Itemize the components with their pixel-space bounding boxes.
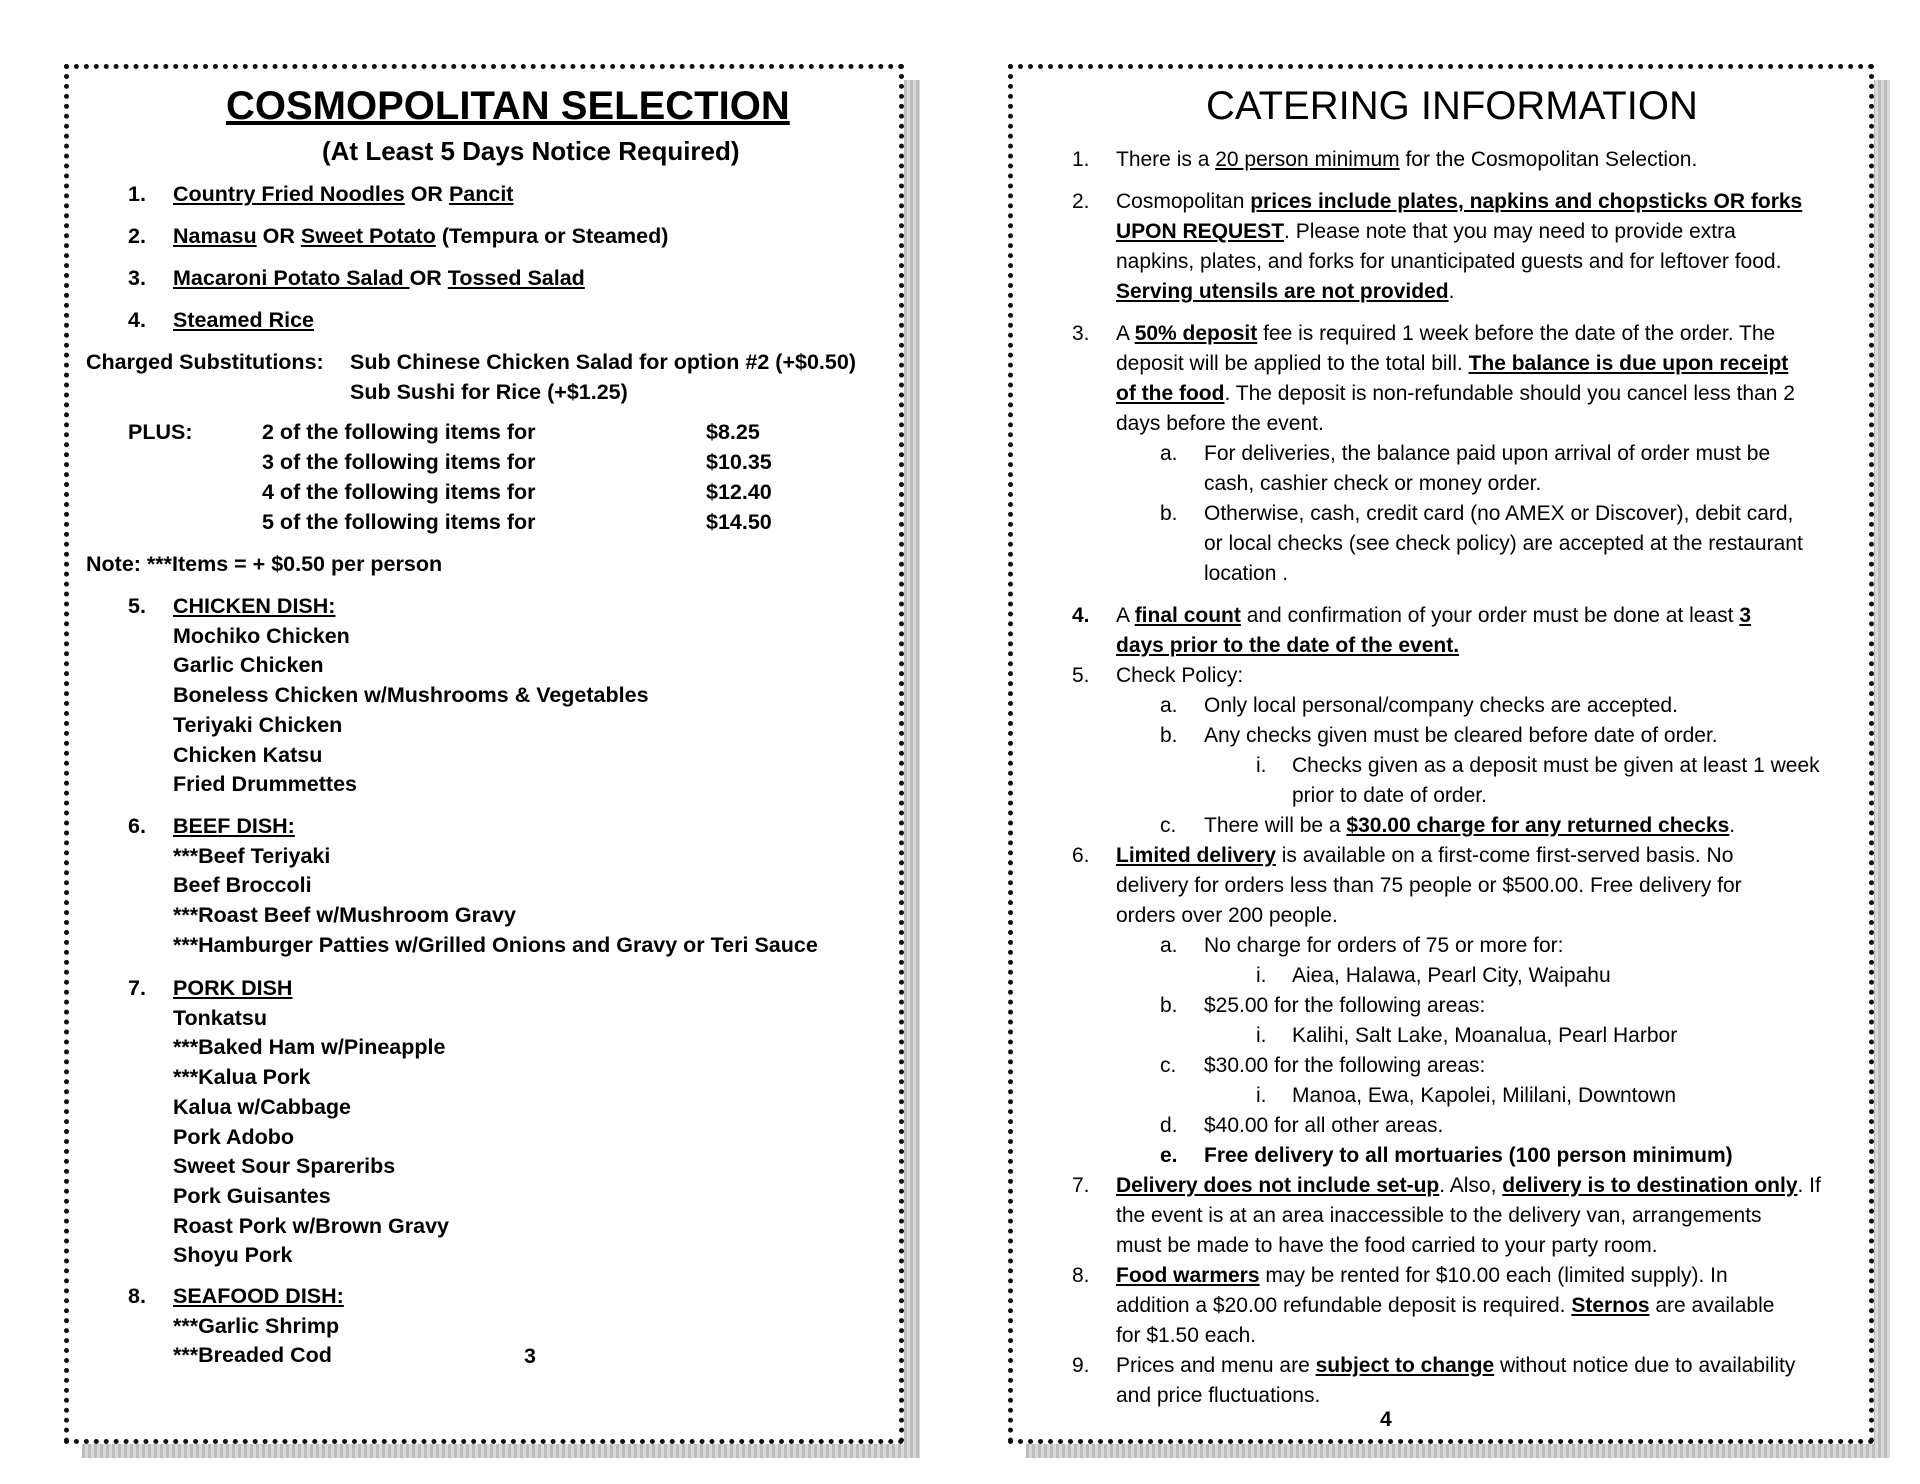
catering-text-line	[1292, 782, 1487, 810]
catering-text-line	[1204, 440, 1770, 468]
list-marker: c.	[1160, 1054, 1177, 1077]
list-marker: a.	[1160, 442, 1178, 465]
catering-text-line	[1116, 1352, 1795, 1380]
dish-item: ***Beef Teriyaki	[173, 843, 331, 868]
list-marker: 1.	[1072, 148, 1090, 171]
menu-item	[173, 264, 585, 292]
body-text: .	[1729, 814, 1736, 837]
catering-text-line	[1116, 1202, 1762, 1230]
menu-option-note: (Tempura or Steamed)	[435, 224, 669, 248]
body-text: orders over 200 people.	[1116, 904, 1338, 927]
section-number: 7.	[128, 976, 146, 1000]
catering-text-line	[1292, 752, 1820, 780]
catering-text-line	[1116, 380, 1795, 408]
catering-text-line	[1116, 188, 1802, 216]
emphasized-text: delivery is to destination only	[1502, 1174, 1798, 1197]
charged-substitutions-label: Charged Substitutions:	[86, 350, 324, 374]
dish-item: ***Hamburger Patties w/Grilled Onions and Gravy or Teri Sauce	[173, 932, 818, 957]
emphasized-text: $30.00 charge for any returned checks	[1346, 814, 1730, 837]
list-marker: a.	[1160, 934, 1178, 957]
body-text: Otherwise, cash, credit card (no AMEX or Discover), debit card,	[1204, 502, 1794, 525]
plus-option-text: 2 of the following items for	[262, 420, 536, 444]
dish-item: Shoyu Pork	[173, 1243, 293, 1268]
notice-text: (At Least 5 Days Notice Required)	[322, 136, 740, 166]
section-number: 8.	[128, 1284, 146, 1308]
dish-item: Garlic Chicken	[173, 653, 324, 678]
catering-text-line	[1116, 662, 1243, 690]
list-marker: c.	[1160, 814, 1177, 837]
emphasized-text: Limited delivery	[1116, 844, 1276, 867]
dish-item: Boneless Chicken w/Mushrooms & Vegetables	[173, 683, 649, 708]
list-marker: 7.	[1072, 1174, 1090, 1197]
section-number: 6.	[128, 814, 146, 838]
list-marker: 4.	[1072, 604, 1090, 627]
body-text: Check Policy:	[1116, 664, 1244, 687]
body-text: days before the event.	[1116, 412, 1324, 435]
body-text: Any checks given must be cleared before date of order.	[1204, 724, 1718, 747]
list-marker: b.	[1160, 502, 1178, 525]
dish-item: Pork Guisantes	[173, 1183, 331, 1208]
menu-item-number: 4.	[128, 308, 146, 332]
menu-option: Steamed Rice	[173, 308, 315, 332]
menu-option: Tossed Salad	[447, 266, 585, 290]
list-marker: i.	[1256, 964, 1267, 987]
catering-text-line	[1116, 1232, 1658, 1260]
list-marker: b.	[1160, 994, 1178, 1017]
catering-text-line	[1204, 560, 1288, 588]
list-marker: i.	[1256, 1024, 1267, 1047]
list-marker: d.	[1160, 1114, 1178, 1137]
emphasized-text: Sternos	[1571, 1294, 1650, 1317]
menu-item	[173, 222, 668, 250]
plus-option-price: $8.25	[706, 420, 760, 444]
catering-text-line	[1292, 1082, 1676, 1110]
body-text: for $1.50 each.	[1116, 1324, 1257, 1347]
emphasized-text: final count	[1134, 604, 1241, 627]
catering-text-line	[1116, 278, 1454, 306]
catering-text-line	[1204, 992, 1485, 1020]
section-title: SEAFOOD DISH:	[173, 1284, 344, 1308]
dish-item: Fried Drummettes	[173, 772, 357, 797]
plus-option-price: $14.50	[706, 510, 772, 534]
emphasized-text: prices include plates, napkins and chopsticks OR forks	[1250, 190, 1803, 213]
emphasized-text: Food warmers	[1116, 1264, 1260, 1287]
section-title: BEEF DISH:	[173, 814, 295, 838]
dish-item: Kalua w/Cabbage	[173, 1094, 352, 1119]
menu-option: Sweet Potato	[300, 224, 436, 248]
emphasized-text: days prior to the date of the event.	[1116, 634, 1460, 657]
body-text: Cosmopolitan	[1116, 190, 1251, 213]
body-text: are available	[1649, 1294, 1775, 1317]
catering-text-line	[1204, 932, 1564, 960]
body-text: fee is required 1 week before the date of the order. The	[1257, 322, 1776, 345]
body-text: .	[1448, 280, 1455, 303]
catering-text-line	[1204, 1112, 1443, 1140]
catering-text-line	[1116, 842, 1733, 870]
list-marker: i.	[1256, 754, 1267, 777]
emphasized-text: of the food	[1116, 382, 1225, 405]
plus-option-text: 5 of the following items for	[262, 510, 536, 534]
body-text: . Also,	[1439, 1174, 1503, 1197]
body-text: . The deposit is non-refundable should you cancel less than 2	[1224, 382, 1795, 405]
charged-substitution: Sub Chinese Chicken Salad for option #2 (+$0.50)	[350, 350, 856, 374]
dish-item: Pork Adobo	[173, 1124, 295, 1149]
body-text: Checks given as a deposit must be given at least 1 week	[1292, 754, 1820, 777]
list-marker: 3.	[1072, 322, 1090, 345]
body-text: must be made to have the food carried to your party room.	[1116, 1234, 1658, 1257]
dish-item: Beef Broccoli	[173, 873, 312, 898]
list-marker: i.	[1256, 1084, 1267, 1107]
catering-text-line	[1116, 872, 1742, 900]
catering-text-line	[1204, 692, 1678, 720]
menu-option: Macaroni Potato Salad	[173, 266, 410, 290]
menu-item-number: 2.	[128, 224, 146, 248]
dish-item: ***Roast Beef w/Mushroom Gravy	[173, 903, 516, 928]
catering-title: CATERING INFORMATION	[1206, 84, 1698, 128]
catering-text-line	[1116, 602, 1751, 630]
plus-option-text: 3 of the following items for	[262, 450, 536, 474]
catering-text-line	[1116, 1382, 1320, 1410]
menu-or: OR	[256, 224, 301, 248]
emphasized-text: Free delivery to all mortuaries (100 person minimum)	[1204, 1144, 1733, 1167]
menu-or: OR	[409, 266, 448, 290]
catering-text-line	[1292, 1022, 1677, 1050]
body-text: Aiea, Halawa, Pearl City, Waipahu	[1292, 964, 1611, 987]
body-text: Kalihi, Salt Lake, Moanalua, Pearl Harbor	[1292, 1024, 1678, 1047]
catering-text-line	[1116, 350, 1788, 378]
note-text: Note: ***Items = + $0.50 per person	[86, 552, 443, 576]
menu-item	[173, 306, 314, 334]
menu-option: Pancit	[448, 182, 514, 206]
menu-option: Namasu	[173, 224, 257, 248]
dish-item: Roast Pork w/Brown Gravy	[173, 1213, 449, 1238]
plus-option-price: $12.40	[706, 480, 772, 504]
dish-item: Teriyaki Chicken	[173, 712, 343, 737]
body-text: Only local personal/company checks are accepted.	[1204, 694, 1678, 717]
body-text: No charge for orders of 75 or more for:	[1204, 934, 1564, 957]
catering-text-line	[1116, 320, 1775, 348]
catering-text-line	[1116, 632, 1459, 660]
list-marker: b.	[1160, 724, 1178, 747]
page-number: 3	[524, 1344, 536, 1368]
section-title: CHICKEN DISH:	[173, 594, 336, 618]
dish-item: ***Garlic Shrimp	[173, 1313, 340, 1338]
list-marker: 2.	[1072, 190, 1090, 213]
menu-or: OR	[404, 182, 449, 206]
catering-text-line	[1204, 1052, 1485, 1080]
list-marker: 6.	[1072, 844, 1090, 867]
section-title: PORK DISH	[173, 976, 293, 1000]
dish-item: Sweet Sour Spareribs	[173, 1154, 396, 1179]
catering-text-line	[1116, 1322, 1256, 1350]
emphasized-text: 50% deposit	[1134, 322, 1258, 345]
list-marker: a.	[1160, 694, 1178, 717]
body-text: $40.00 for all other areas.	[1204, 1114, 1444, 1137]
catering-text-line	[1204, 1142, 1733, 1170]
page-title: COSMOPOLITAN SELECTION	[226, 84, 790, 128]
catering-text-line	[1116, 1172, 1821, 1200]
catering-text-line	[1116, 218, 1736, 246]
emphasized-text: 3	[1739, 604, 1751, 627]
catering-text-line	[1116, 1262, 1728, 1290]
body-text: is available on a first-come first-served basis. No	[1275, 844, 1734, 867]
dish-item: Mochiko Chicken	[173, 623, 350, 648]
body-text: . Please note that you may need to provide extra	[1284, 220, 1736, 243]
emphasized-text: 20 person minimum	[1215, 148, 1400, 171]
plus-label: PLUS:	[128, 420, 193, 444]
body-text: delivery for orders less than 75 people or $500.00. Free delivery for	[1116, 874, 1742, 897]
body-text: $30.00 for the following areas:	[1204, 1054, 1486, 1077]
section-number: 5.	[128, 594, 146, 618]
body-text: There is a	[1116, 148, 1216, 171]
body-text: may be rented for $10.00 each (limited supply). In	[1259, 1264, 1728, 1287]
body-text: A	[1116, 604, 1135, 627]
charged-substitution: Sub Sushi for Rice (+$1.25)	[350, 380, 628, 404]
body-text: cash, cashier check or money order.	[1204, 472, 1542, 495]
body-text: $25.00 for the following areas:	[1204, 994, 1486, 1017]
emphasized-text: Serving utensils are not provided	[1116, 280, 1449, 303]
catering-text-line	[1116, 146, 1697, 174]
body-text: addition a $20.00 refundable deposit is required.	[1116, 1294, 1572, 1317]
body-text: . If	[1797, 1174, 1821, 1197]
catering-text-line	[1204, 812, 1735, 840]
menu-option: Country Fried Noodles	[173, 182, 405, 206]
plus-option-text: 4 of the following items for	[262, 480, 536, 504]
body-text: or local checks (see check policy) are accepted at the restaurant	[1204, 532, 1803, 555]
emphasized-text: The balance is due upon receipt	[1468, 352, 1789, 375]
menu-item-number: 3.	[128, 266, 146, 290]
list-marker: e.	[1160, 1144, 1178, 1167]
body-text: for the Cosmopolitan Selection.	[1399, 148, 1698, 171]
dish-item: ***Breaded Cod	[173, 1343, 332, 1368]
body-text: Prices and menu are	[1116, 1354, 1316, 1377]
list-marker: 9.	[1072, 1354, 1090, 1377]
emphasized-text: UPON REQUEST	[1116, 220, 1285, 243]
catering-text-line	[1204, 470, 1541, 498]
catering-text-line	[1292, 962, 1611, 990]
catering-text-line	[1116, 248, 1781, 276]
catering-text-line	[1116, 410, 1324, 438]
catering-text-line	[1204, 722, 1718, 750]
body-text: location .	[1204, 562, 1289, 585]
body-text: deposit will be applied to the total bill.	[1116, 352, 1469, 375]
list-marker: 8.	[1072, 1264, 1090, 1287]
catering-text-line	[1116, 902, 1338, 930]
menu-item-number: 1.	[128, 182, 146, 206]
emphasized-text: Delivery does not include set-up	[1116, 1174, 1440, 1197]
dish-item: Tonkatsu	[173, 1005, 267, 1030]
body-text: prior to date of order.	[1292, 784, 1487, 807]
catering-text-line	[1116, 1292, 1774, 1320]
dish-item: Chicken Katsu	[173, 742, 323, 767]
body-text: without notice due to availability	[1494, 1354, 1796, 1377]
body-text: the event is at an area inaccessible to the delivery van, arrangements	[1116, 1204, 1762, 1227]
dish-item: ***Kalua Pork	[173, 1065, 311, 1090]
menu-item	[173, 180, 513, 208]
body-text: A	[1116, 322, 1135, 345]
body-text: and confirmation of your order must be done at least	[1240, 604, 1740, 627]
page-number: 4	[1380, 1408, 1392, 1431]
body-text: There will be a	[1204, 814, 1347, 837]
plus-option-price: $10.35	[706, 450, 772, 474]
catering-text-line	[1204, 530, 1803, 558]
body-text: napkins, plates, and forks for unanticipated guests and for leftover food.	[1116, 250, 1782, 273]
body-text: and price fluctuations.	[1116, 1384, 1321, 1407]
body-text: For deliveries, the balance paid upon arrival of order must be	[1204, 442, 1771, 465]
emphasized-text: subject to change	[1315, 1354, 1495, 1377]
list-marker: 5.	[1072, 664, 1090, 687]
body-text: Manoa, Ewa, Kapolei, Mililani, Downtown	[1292, 1084, 1677, 1107]
catering-text-line	[1204, 500, 1793, 528]
dish-item: ***Baked Ham w/Pineapple	[173, 1035, 446, 1060]
